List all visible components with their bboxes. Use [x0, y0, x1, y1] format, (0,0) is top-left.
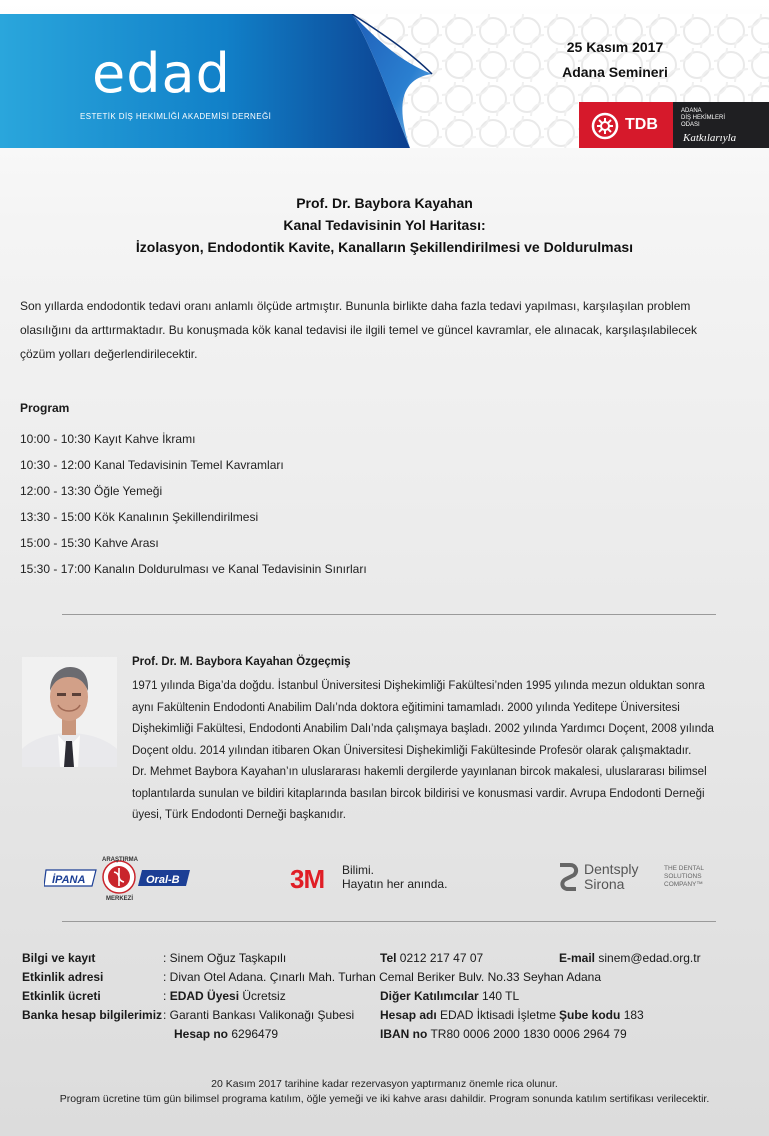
tdb-support-text: Katkılarıyla [683, 132, 737, 144]
account-name-label: Hesap adı [380, 1008, 437, 1022]
iban-value: TR80 0006 2000 1830 0006 2964 79 [430, 1027, 627, 1041]
program-item: 15:30 - 17:00 Kanalın Doldurulması ve Kanal Tedavisinin Sınırları [20, 562, 367, 576]
member-fee-label: EDAD Üyesi [169, 989, 240, 1003]
dentsply-sirona-icon [556, 863, 580, 893]
bio-paragraph: 1971 yılında Biga’da doğdu. İstanbul Üniversitesi Dişhekimliği Fakültesi’nden 1995 yılında mezun olduktan sonra aynı Fakültenin Endodonti Anabilim Dalı’nda doktora eğitimini tamamladı. 2000 yılında Yeditepe Üniversitesi Dişhekimliği Fakültesi, Endodonti Anabilim Dalı’nda çalışmaya başladı. 2002 yılında Yardımcı Doçent, 2008 yılında Doçent oldu. 2014 yılından itibaren Okan Üniversitesi Dişhekimliği Fakültesinde Profesör olarak çalışmaktadır. Dr. Mehmet Baybora Kayahan’ın uluslararası hakemli dergilerde yayınlanan bircok makalesi, uluslararası bilimsel toplantılarda sunulan ve bildiri kitaplarında basılan bircok bildirisi ve konusmasi vardir. Avrupa Endodonti Derneği üyesi, Türk Endodonti Derneği başkanıdır. [132, 680, 714, 821]
seminar-title [0, 192, 769, 258]
header [0, 0, 769, 150]
intro-paragraph: Son yıllarda endodontik tedavi oranı anlamlı ölçüde artmıştır. Bununla birlikte daha fazla tedavi yapılması, karşılaşılan problem olasılığını da arttırmaktadır. Bu konuşmada kök kanal tedavisi ile ilgili temel ve güncel kavramlar, ele alınacak, karşılaşılabilecek çözüm yolları değerlendirilecektir. [20, 299, 697, 361]
other-fee-value: 140 TL [482, 989, 520, 1003]
event-date: 25 Kasım 2017 [566, 39, 664, 55]
contact-label: Bilgi ve kayıt [22, 951, 96, 965]
account-no-label: Hesap no [174, 1027, 229, 1041]
divider [62, 614, 716, 615]
email-label: E-mail [559, 951, 596, 965]
account-no-value: 6296479 [231, 1027, 279, 1041]
program-heading: Program [20, 401, 70, 415]
info-row-account [0, 1027, 769, 1046]
fee-includes-note: Program ücretine tüm gün bilimsel programa katılım, öğle yemeği ve iki kahve arası dahildir. Program sonunda katılım sertifikası verilecektir. [59, 1093, 710, 1105]
tdb-letters: TDB [625, 116, 658, 133]
dentsply-tagline: THE DENTAL SOLUTIONS COMPANY™ [664, 865, 704, 888]
member-fee-value: Ücretsiz [242, 989, 286, 1003]
3m-tagline: Bilimi. Hayatın her anında. [342, 863, 448, 891]
program-item: 10:30 - 12:00 Kanal Tedavisinin Temel Kavramları [20, 458, 284, 472]
tdb-org-name: ADANA DİŞ HEKİMLERİ ODASI [681, 108, 726, 128]
contact-value: : Sinem Oğuz Taşkapılı [163, 951, 287, 965]
speaker-name: Prof. Dr. Baybora Kayahan [296, 195, 473, 211]
program-item: 15:00 - 15:30 Kahve Arası [20, 536, 159, 550]
seminar-topic: Kanal Tedavisinin Yol Haritası: [283, 217, 486, 233]
tdb-logo [579, 102, 769, 148]
account-name-value: EDAD İktisadi İşletme [440, 1008, 557, 1022]
info-row-fee: Etkinlik ücreti : EDAD Üyesi Ücretsiz Diğer Katılımcılar 140 TL [22, 989, 520, 1003]
info-row-contact [0, 951, 769, 970]
seminar-subtopic: İzolasyon, Endodontik Kavite, Kanalların Şekillendirilmesi ve Doldurulması [135, 239, 634, 255]
svg-text:ARAŞTIRMA: ARAŞTIRMA [102, 857, 138, 863]
other-fee-label: Diğer Katılımcılar [380, 989, 479, 1003]
branch-code-value: 183 [623, 1008, 644, 1022]
dentsply-sirona-logo: Dentsply Sirona [584, 861, 639, 892]
divider [62, 921, 716, 922]
reservation-note: 20 Kasım 2017 tarihine kadar rezervasyon yaptırmanız önemle rica olunur. [211, 1078, 558, 1090]
3m-logo: 3M [290, 864, 325, 894]
program-list [20, 426, 367, 582]
branch-code-label: Şube kodu [559, 1008, 621, 1022]
svg-text:Oral-B: Oral-B [146, 874, 180, 886]
program-item: 10:00 - 10:30 Kayıt Kahve İkramı [20, 432, 196, 446]
email-link[interactable]: sinem@edad.org.tr [598, 951, 701, 965]
footer-notes [0, 1077, 769, 1107]
info-row-address [0, 970, 769, 989]
program-item: 13:30 - 15:00 Kök Kanalının Şekillendirilmesi [20, 510, 259, 524]
event-city: Adana Semineri [562, 64, 668, 80]
ipana-oralb-logo [44, 852, 194, 902]
tdb-knot-icon [591, 112, 619, 140]
fee-label: Etkinlik ücreti [22, 989, 101, 1003]
edad-logo: edad [92, 42, 231, 105]
bio-heading: Prof. Dr. M. Baybora Kayahan Özgeçmiş [132, 656, 351, 668]
bank-value: : Garanti Bankası Valikonağı Şubesi [163, 1008, 355, 1022]
speaker-photo [22, 657, 117, 767]
tel-label: Tel [380, 951, 397, 965]
program-item: 12:00 - 13:30 Öğle Yemeği [20, 484, 163, 498]
sponsor-logos [0, 848, 769, 908]
svg-text:MERKEZİ: MERKEZİ [106, 896, 133, 902]
info-row-bank [0, 1008, 769, 1027]
address-label: Etkinlik adresi [22, 970, 104, 984]
bank-label: Banka hesap bilgilerimiz [22, 1008, 163, 1022]
edad-logo-subtitle: ESTETİK DİŞ HEKİMLİĞİ AKADEMİSİ DERNEĞİ [80, 112, 272, 121]
svg-text:İPANA: İPANA [52, 874, 86, 886]
speaker-portrait-image [22, 657, 117, 767]
iban-label: IBAN no [380, 1027, 428, 1041]
tel-value[interactable]: 0212 217 47 07 [399, 951, 484, 965]
address-value: : Divan Otel Adana. Çınarlı Mah. Turhan Cemal Beriker Bulv. No.33 Seyhan Adana [163, 970, 602, 984]
